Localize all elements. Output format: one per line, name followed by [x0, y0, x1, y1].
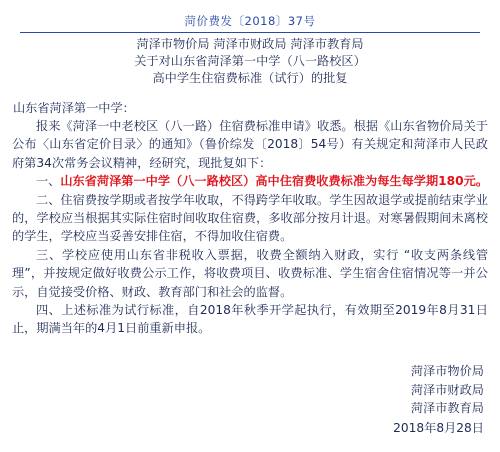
item-2-paragraph: 二、住宿费按学期或者按学年收取，不得跨学年收取。学生因故退学或提前结束学业的，学校应当根据其实际住宿时间收取住宿费，多收部分按月计退。对寒暑假期间未离校的学生，学校应当妥善安排住宿，不得加收住宿费。: [12, 192, 488, 244]
item-4-paragraph: 四、上述标准为试行标准，自2018年秋季开学起执行，有效期至2019年8月31日止，期满当年的4月1日前重新申报。: [12, 303, 488, 336]
signature-block: [393, 362, 484, 437]
document-number: 菏价费发〔2018〕37号: [184, 14, 316, 28]
item-3-paragraph: 三、学校应使用山东省非税收入票据，收费全额纳入财政，实行 “收支两条线管理”，并按规定做好收费公示工作，将收费项目、收费标准、学生宿舍住宿情况等一并公示，自觉接受价格、财政、教育部门和社会的监督。: [12, 247, 488, 299]
item-1-paragraph: [12, 172, 488, 190]
signature-org-finance-bureau: 菏泽市财政局: [410, 382, 484, 397]
signature-org-price-bureau: 菏泽市物价局: [410, 364, 484, 378]
document-title-line-1: 关于对山东省菏泽第一中学（八一路校区）: [134, 54, 366, 68]
document-title-line-2: 高中学生住宿费标准（试行）的批复: [152, 71, 348, 85]
addressee: 山东省菏泽第一中学：: [13, 101, 135, 115]
fee-standard-highlight: 山东省菏泽第一中学（八一路校区）高中住宿费收费标准为每生每学期180元。: [60, 174, 489, 189]
intro-paragraph: 报来《菏泽一中老校区（八一路）住宿费标准申请》收悉。根据《山东省物价局关于公布〈山东省定价目录〉的通知》（鲁价综发〔2018〕54号）有关规定和菏泽市人民政府第34次常务会议精神，经研究，现批复如下：: [12, 119, 488, 170]
signature-org-education-bureau: 菏泽市教育局: [410, 401, 484, 416]
item-1-prefix: 一、: [36, 174, 61, 189]
header-divider: [20, 32, 480, 33]
issuing-agencies: 菏泽市物价局 菏泽市财政局 菏泽市教育局: [136, 37, 364, 51]
signature-date: 2018年8月28日: [393, 420, 484, 435]
